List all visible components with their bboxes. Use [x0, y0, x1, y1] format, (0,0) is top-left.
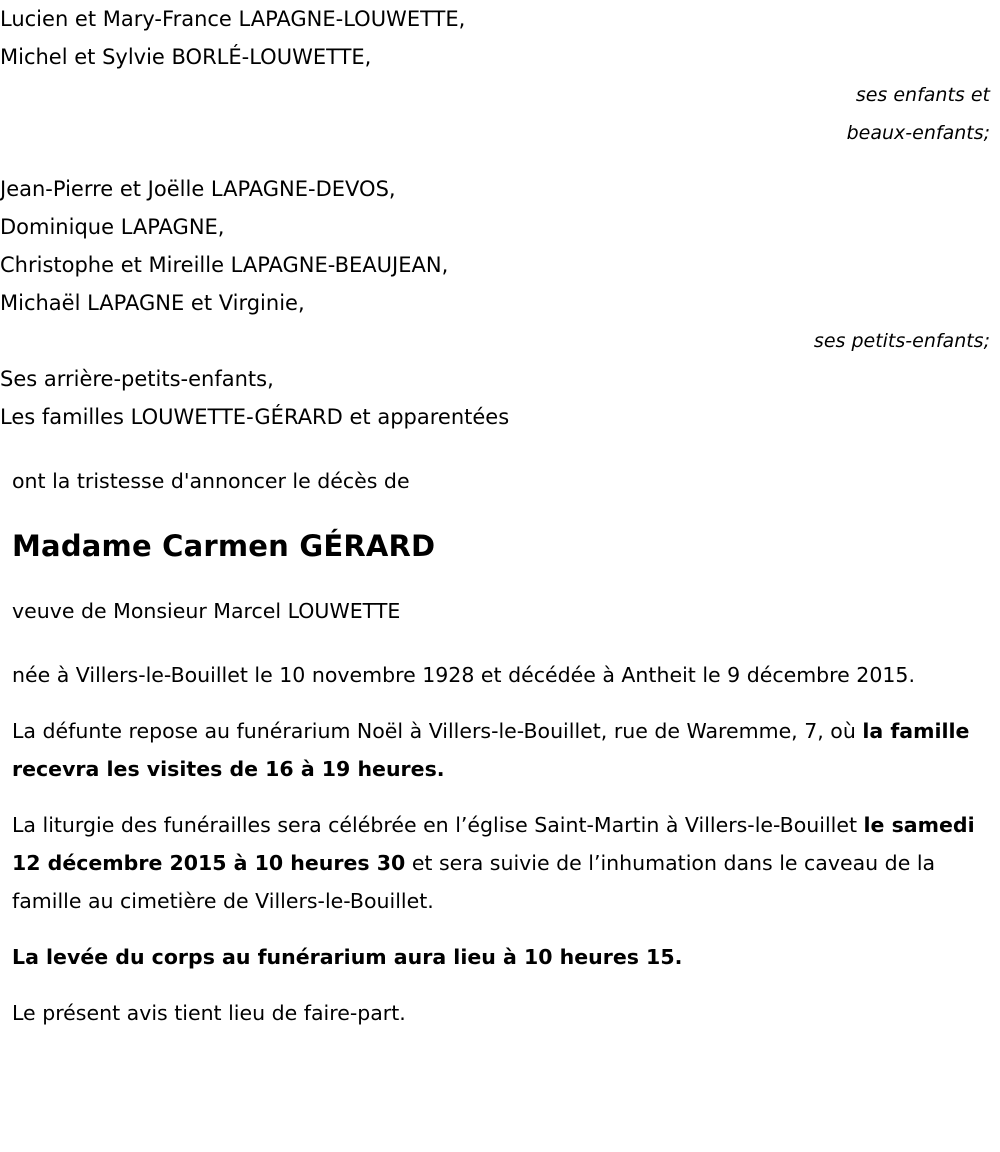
funeral-home-paragraph: [0, 712, 1000, 788]
grandchildren-line-2: Dominique LAPAGNE,: [0, 215, 225, 239]
grandchildren-role: ses petits-enfants;: [813, 330, 990, 352]
spacer-9: [0, 976, 1000, 994]
children-line-2-row: [0, 38, 1000, 76]
children-block: [0, 0, 1000, 152]
liturgy-paragraph: [0, 806, 1000, 920]
spacer-2: [0, 436, 1000, 462]
grandchildren-line-4: Michaël LAPAGNE et Virginie,: [0, 291, 305, 315]
birth-death-text: née à Villers-le-Bouillet le 10 novembre 1928 et décédée à Antheit le 9 décembre 2015.: [12, 663, 915, 687]
grandchildren-block: [0, 170, 1000, 360]
spacer-5: [0, 630, 1000, 656]
children-role-line-2: beaux-enfants;: [846, 122, 990, 144]
spacer-1: [0, 152, 1000, 170]
spacer-8: [0, 920, 1000, 938]
spacer-3: [0, 500, 1000, 526]
grandchildren-line-1: Jean-Pierre et Joëlle LAPAGNE-DEVOS,: [0, 177, 396, 201]
closing-text: Le présent avis tient lieu de faire-part.: [12, 1001, 406, 1025]
other-family-line-1: Ses arrière-petits-enfants,: [0, 367, 274, 391]
children-role-line-1: ses enfants et: [855, 84, 990, 106]
grandchildren-line-3: Christophe et Mireille LAPAGNE-BEAUJEAN,: [0, 253, 449, 277]
funeral-home-visits-bold: la famille recevra les visites de 16 à 19 heures.: [12, 719, 970, 781]
announcement-text: ont la tristesse d'annoncer le décès de: [12, 469, 410, 493]
children-line-2: Michel et Sylvie BORLÉ-LOUWETTE,: [0, 45, 372, 69]
funeral-home-text: La défunte repose au funérarium Noël à Villers-le-Bouillet, rue de Waremme, 7, où: [12, 719, 863, 743]
spouse-text: veuve de Monsieur Marcel LOUWETTE: [12, 599, 401, 623]
liturgy-text-post: et sera suivie de l’inhumation dans le caveau de la famille au cimetière de Villers-le-Bouillet.: [12, 851, 936, 913]
spacer-4: [0, 566, 1000, 592]
other-family-line-2: Les familles LOUWETTE-GÉRARD et apparentées: [0, 405, 510, 429]
spacer-7: [0, 788, 1000, 806]
other-family-block: [0, 360, 1000, 436]
spacer-6: [0, 694, 1000, 712]
children-line-1: Lucien et Mary-France LAPAGNE-LOUWETTE,: [0, 7, 466, 31]
liturgy-datetime-bold: le samedi 12 décembre 2015 à 10 heures 30: [12, 813, 975, 875]
body-lift-text: La levée du corps au funérarium aura lieu à 10 heures 15.: [12, 945, 683, 969]
liturgy-text-pre: La liturgie des funérailles sera célébrée en l’église Saint-Martin à Villers-le-Bouillet: [12, 813, 864, 837]
deceased-name: Madame Carmen GÉRARD: [12, 529, 436, 563]
